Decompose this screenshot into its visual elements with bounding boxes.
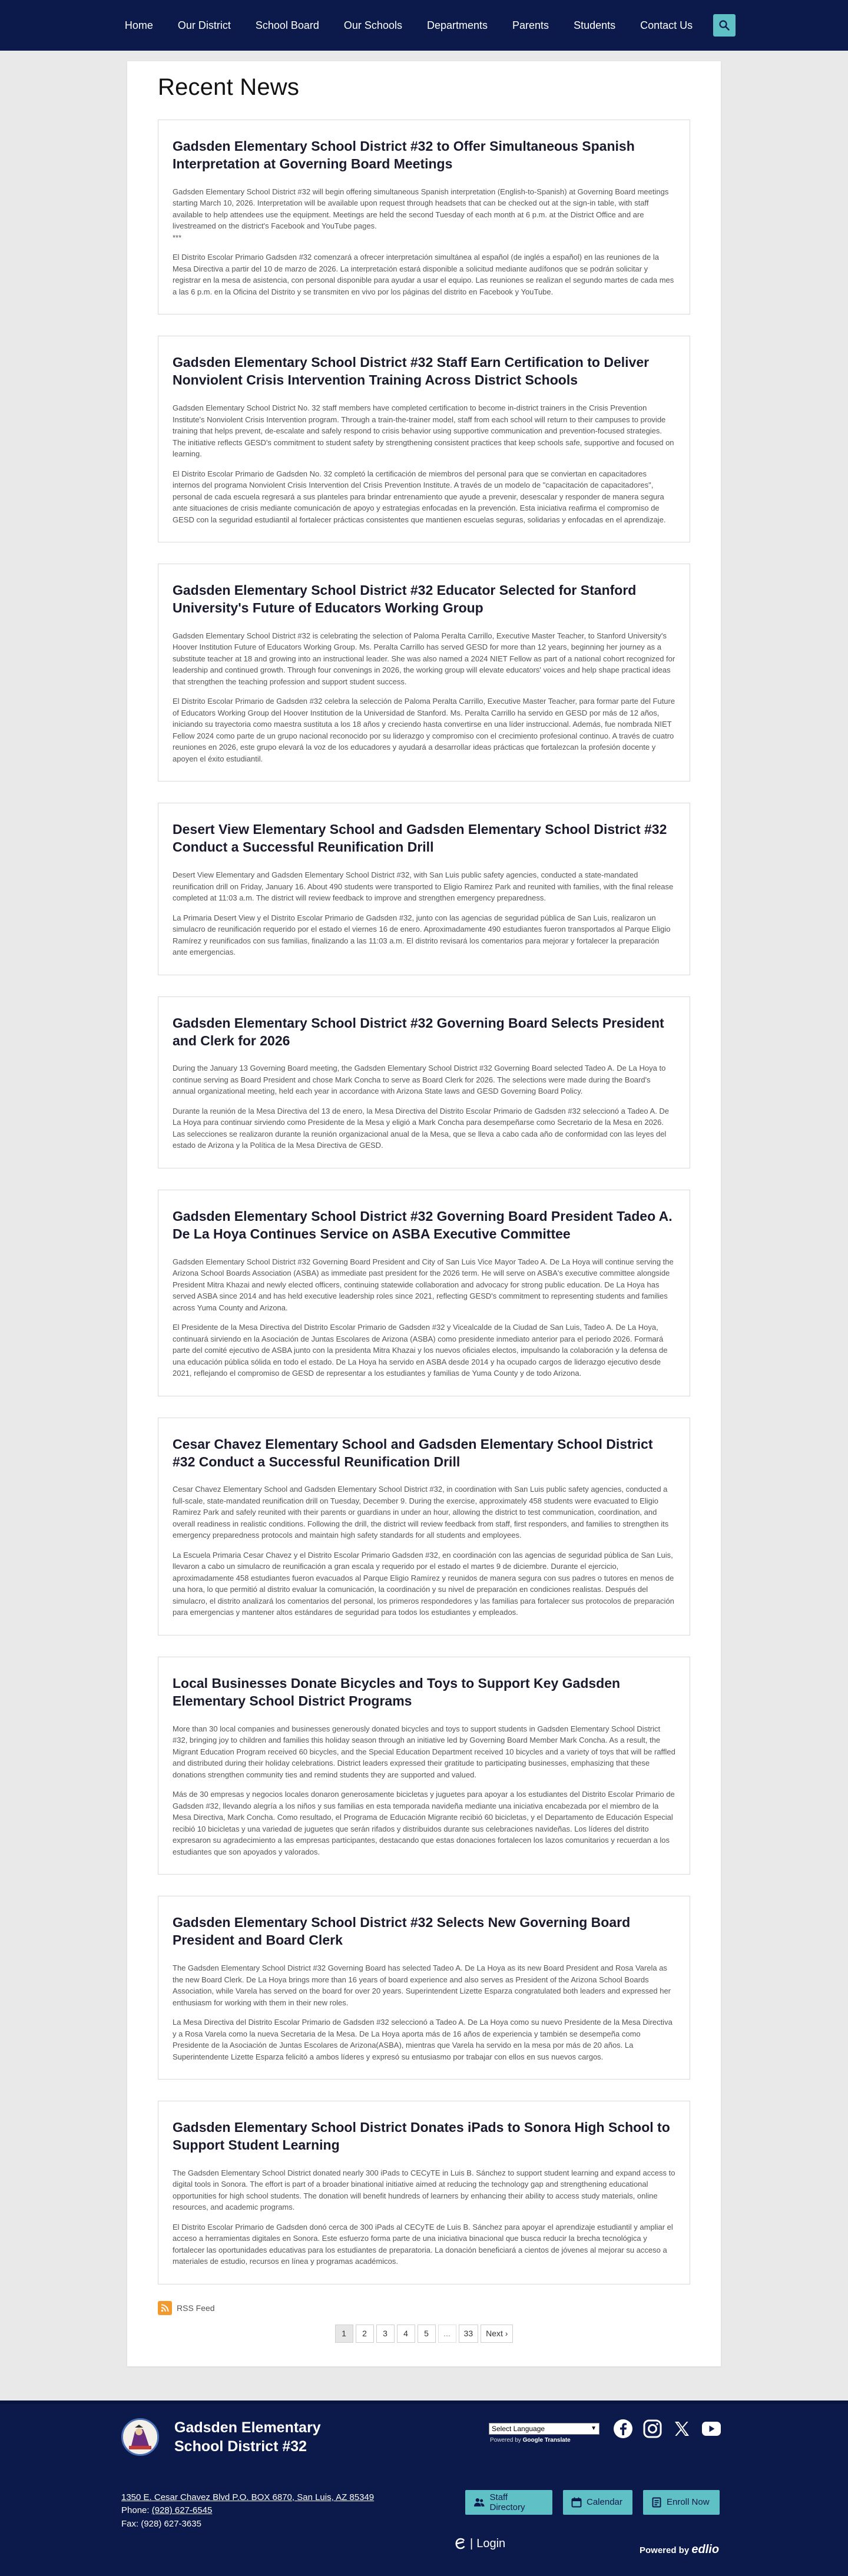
directory-icon bbox=[473, 2497, 485, 2508]
article-text-en: Cesar Chavez Elementary School and Gadsden Elementary School District #32, in coordination with San Luis public safety agencies, conducted a full-scale, state-mandated reunification drill on Tuesday, December 9. During the exercise, approximately 458 students were evacuated to Eligio Ramirez Park and safely reunited with their parents or guardians in under an hour, allowing the district to test communication, coordination, and overall readiness in realistic conditions. Following the drill, the district will review feedback from staff, first responders, and families to strengthen its emergency preparedness protocols and maintain high safety standards for all students and employees. bbox=[173, 1485, 669, 1540]
news-article bbox=[158, 1418, 690, 1635]
article-text-en: The Gadsden Elementary School District donated nearly 300 iPads to CECyTE in Luis B. Sánchez to support student learning and expand access to digital tools in Sonora. The effort is part of a broader binational initiative aimed at reducing the technology gap and strengthening educational opportunities for high school students. The donation will benefit hundreds of learners by enhancing their ability to access study materials, online resources, and academic programs. bbox=[173, 2168, 675, 2212]
nav-our-district[interactable]: Our District bbox=[177, 19, 231, 31]
powered-by-edlio[interactable] bbox=[640, 2543, 719, 2557]
article-title[interactable]: Gadsden Elementary School District #32 to Offer Simultaneous Spanish Interpretation at Governing Board Meetings bbox=[173, 138, 635, 171]
nav-home[interactable]: Home bbox=[124, 19, 153, 31]
site-footer bbox=[0, 2400, 848, 2576]
chevron-down-icon: ▼ bbox=[591, 2425, 597, 2432]
school-name-line1: Gadsden Elementary bbox=[174, 2419, 321, 2436]
pagination bbox=[158, 2325, 690, 2343]
nav-departments[interactable]: Departments bbox=[426, 19, 488, 31]
nav-students[interactable]: Students bbox=[574, 19, 616, 31]
calendar-icon bbox=[571, 2497, 582, 2508]
edlio-wordmark: edlio bbox=[691, 2542, 720, 2556]
news-article bbox=[158, 1190, 690, 1396]
article-text-en: The Gadsden Elementary School District #32 Governing Board has selected Tadeo A. De La Hoya as its new Board President and Rosa Varela as the new Board Clerk. De La Hoya brings more than 16 years of board experience and also serves as President of the Arizona School Boards Association, while Varela has served on the board for over 20 years. Superintendent Lizette Esparza congratulated both leaders and expressed her enthusiasm for working with them in their new roles. bbox=[173, 1964, 671, 2007]
page-3[interactable]: 3 bbox=[376, 2325, 395, 2343]
news-article bbox=[158, 564, 690, 782]
news-article bbox=[158, 996, 690, 1168]
staff-directory-button[interactable] bbox=[465, 2490, 552, 2515]
school-logo-icon[interactable] bbox=[121, 2418, 159, 2456]
article-text-es: Durante la reunión de la Mesa Directiva del 13 de enero, la Mesa Directiva del Distrito Escolar Primario de Gadsden #32 seleccionó a Tadeo A. De La Hoya para continuar sirviendo como Presidente de la Mesa y eligió a Mark Concha para desempeñarse como Secretario de la Mesa en 2026. Las selecciones se realizaron durante la reunión organizacional anual de la Mesa, que se lleva a cabo cada año de conformidad con las leyes del estado de Arizona y la Política de la Mesa Directiva de GESD. bbox=[173, 1106, 670, 1150]
google-translate-label: Google Translate bbox=[522, 2436, 571, 2443]
edlio-e-icon bbox=[455, 2537, 466, 2550]
search-icon bbox=[718, 19, 730, 31]
next-page-button[interactable]: Next › bbox=[481, 2325, 513, 2343]
article-text-en: More than 30 local companies and businesses generously donated bicycles and toys to support students in Gadsden Elementary School District #32, bringing joy to children and families this holiday season through an initiative led by Governing Board Member Mark Concha. As a result, the Migrant Education Program received 60 bicycles, and the Special Education Department received 10 bicycles and a variety of toys that will be raffled and distributed during their holiday celebrations. District leaders expressed their gratitude to participating businesses, emphasizing that these donations strengthen community ties and remind students they are supported and valued. bbox=[173, 1724, 675, 1779]
news-article bbox=[158, 1896, 690, 2080]
article-text-es: Más de 30 empresas y negocios locales donaron generosamente bicicletas y juguetes para apoyar a los estudiantes del Distrito Escolar Primario de Gadsden #32, llevando alegría a los niños y sus familias en esta temporada navideña mediante una iniciativa encabezada por el miembro de la Mesa Directiva, Mark Concha. Como resultado, el Programa de Educación Migrante recibió 60 bicicletas, y el Departamento de Educación Especial recibió 10 bicicletas y una variedad de juguetes que serán rifados y distribuidos durante sus celebraciones navideñas. Los líderes del distrito expresaron su agradecimiento a las empresas participantes, destacando que estas donaciones fortalecen los lazos comunitarios y recuerdan a los estudiantes que son apoyados y valorados. bbox=[173, 1790, 675, 1856]
article-text-es: La Escuela Primaria Cesar Chavez y el Distrito Escolar Primario Gadsden #32, en coordinación con las agencias de seguridad pública de San Luis, llevaron a cabo un simulacro de reunificación a gran escala y requerido por el estado el martes 9 de diciembre. Durante el ejercicio, aproximadamente 458 estudiantes fueron evacuados al Parque Eligio Ramírez y reunidos de manera segura con sus padres o tutores en menos de una hora, lo que permitió al distrito evaluar la comunicación, la coordinación y su nivel de preparación en condiciones realistas. Después del simulacro, el distrito analizará los comentarios del personal, los primeros respondedores y las familias para fortalecer sus protocolos de preparación para emergencias y mantener altos estándares de seguridad para todos los estudiantes y empleados. bbox=[173, 1550, 674, 1617]
article-text-es: El Distrito Escolar Primario de Gadsden #32 celebra la selección de Paloma Peralta Carrillo, Executive Master Teacher, para formar parte del Future of Educators Working Group del Hoover Institution de la Universidad de Stanford. Ms. Peralta Carrillo ha servido en GESD por más de 12 años, iniciando su trayectoria como maestra sustituta a los 18 años y creciendo hasta convertirse en una líder instruccional. Además, fue nombrada NIET Fellow 2024 como parte de un grupo nacional reconocido por su liderazgo y compromiso con el crecimiento profesional continuo. A través de cuatro reuniones en 2026, este grupo elevará la voz de los educadores y ayudará a desarrollar ideas prácticas que fortalezcan la profesión docente y apoyen el éxito estudiantil. bbox=[173, 697, 675, 763]
article-title[interactable]: Gadsden Elementary School District #32 Governing Board President Tadeo A. De La Hoya Continues Service on ASBA Executive Committee bbox=[173, 1208, 673, 1241]
phone-label: Phone: bbox=[121, 2505, 150, 2516]
article-title[interactable]: Gadsden Elementary School District #32 Staff Earn Certification to Deliver Nonviolent Crisis Intervention Training Across District Schools bbox=[173, 355, 650, 388]
x-icon[interactable] bbox=[671, 2418, 693, 2439]
nav-parents[interactable]: Parents bbox=[512, 19, 549, 31]
article-text-es: La Mesa Directiva del Distrito Escolar Primario de Gadsden #32 seleccionó a Tadeo A. De La Hoya como su nuevo Presidente de la Mesa Directiva y a Rosa Varela como la nueva Secretaria de la Mesa. De La Hoya aporta más de 16 años de experiencia y también se desempeña como Presidente de la Asociación de Juntas Escolares de Arizona(ASBA), mientras que Varela ha servido en la mesa por más de 20 años. La Superintendente Lizette Esparza felicitó a ambos líderes y expresó su entusiasmo por trabajar con ellos en sus nuevos cargos. bbox=[173, 2018, 673, 2061]
article-title[interactable]: Desert View Elementary School and Gadsden Elementary School District #32 Conduct a Successful Reunification Drill bbox=[173, 822, 667, 855]
rss-label: RSS Feed bbox=[177, 2303, 215, 2313]
powered-by-label: Powered by bbox=[640, 2545, 690, 2555]
social-links bbox=[612, 2418, 722, 2439]
article-text-en: Desert View Elementary and Gadsden Elementary School District #32, with San Luis public safety agencies, conducted a state-mandated reunification drill on Friday, January 16. About 490 students were transported to Eligio Ramirez Park and reunited with families, with the final release completed at 11:03 a.m. The district will review feedback to improve and strengthen emergency preparedness. bbox=[173, 870, 674, 903]
page-5[interactable]: 5 bbox=[418, 2325, 436, 2343]
page-4[interactable]: 4 bbox=[397, 2325, 415, 2343]
page-ellipsis: ... bbox=[438, 2325, 456, 2343]
calendar-button[interactable] bbox=[563, 2490, 632, 2515]
page-title: Recent News bbox=[158, 74, 300, 100]
rss-icon bbox=[158, 2301, 172, 2315]
login-separator: | bbox=[470, 2537, 473, 2550]
quick-links bbox=[465, 2490, 720, 2515]
article-title[interactable]: Gadsden Elementary School District Donates iPads to Sonora High School to Support Student Learning bbox=[173, 2120, 670, 2153]
login-link[interactable] bbox=[455, 2537, 505, 2551]
page-2[interactable]: 2 bbox=[356, 2325, 374, 2343]
article-text-es: El Distrito Escolar Primario de Gadsden donó cerca de 300 iPads al CECyTE de Luis B. Sánchez para apoyar el aprendizaje estudiantil y ampliar el acceso a herramientas digitales en Sonora. Este esfuerzo forma parte de una iniciativa binacional que busca reducir la brecha tecnológica y fortalecer las oportunidades educativas para los estudiantes de preparatoria. La donación beneficiará a cientos de jóvenes al mejorar su acceso a materiales de estudio, recursos en línea y programas académicos. bbox=[173, 2222, 673, 2266]
page-33[interactable]: 33 bbox=[459, 2325, 479, 2343]
contact-info bbox=[121, 2491, 374, 2531]
phone-link[interactable]: (928) 627-6545 bbox=[151, 2505, 213, 2516]
news-article bbox=[158, 803, 690, 975]
enroll-icon bbox=[651, 2497, 662, 2508]
article-title[interactable]: Cesar Chavez Elementary School and Gadsden Elementary School District #32 Conduct a Successful Reunification Drill bbox=[173, 1436, 653, 1469]
language-select[interactable] bbox=[489, 2423, 599, 2435]
article-text-es: El Distrito Escolar Primario Gadsden #32 comenzará a ofrecer interpretación simultánea al español (de inglés a español) en las reuniones de la Mesa Directiva a partir del 10 de marzo de 2026. La interpretación estará disponible a solicitud mediante audífonos que se podrán solicitar y registrar en la mesa de asistencia, con personal disponible para ayudar a usar el equipo. Las reuniones se realizan el segundo martes de cada mes a las 6 p.m. en la Oficina del Distrito y se transmiten en vivo por los páginas del distrito en Facebook y YouTube. bbox=[173, 253, 674, 296]
article-text-es: La Primaria Desert View y el Distrito Escolar Primario de Gadsden #32, junto con las agencias de seguridad pública de San Luis, realizaron un simulacro de reunificación requerido por el estado el viernes 16 de enero. Aproximadamente 490 estudiantes fueron transportados al Parque Eligio Ramírez y reunificados con sus familias, finalizando a las 11:03 a.m. El distrito revisará los comentarios para mejorar y fortalecer la preparación ante emergencias. bbox=[173, 913, 671, 957]
article-text-en: Gadsden Elementary School District #32 Governing Board President and City of San Luis Vice Mayor Tadeo A. De La Hoya will continue serving the Arizona School Boards Association (ASBA) as immediate past president for the 2026 term. He will serve on ASBA's executive committee alongside President Mitra Khazai and newly elected officers, continuing statewide collaboration and advocacy for strong public education. De La Hoya has served ASBA since 2014 and has held executive leadership roles since 2021, reflecting GESD's commitment to representing students and families across Yuma County and Arizona. bbox=[173, 1257, 674, 1312]
news-article bbox=[158, 336, 690, 542]
address-link[interactable]: 1350 E. Cesar Chavez Blvd P.O. BOX 6870, San Luis, AZ 85349 bbox=[121, 2492, 375, 2502]
article-title[interactable]: Gadsden Elementary School District #32 Governing Board Selects President and Clerk for 2026 bbox=[173, 1015, 664, 1048]
nav-contact-us[interactable]: Contact Us bbox=[640, 19, 693, 31]
article-text-en: Gadsden Elementary School District No. 32 staff members have completed certification to become in-district trainers in the Crisis Prevention Institute's Nonviolent Crisis Intervention program. Through a train-the-trainer model, staff from each school will return to their campuses to provide training that helps prevent, de-escalate and safely respond to crisis behavior using supportive communication and prevention-focused strategies. The initiative reflects GESD's commitment to student safety by strengthening consistent practices that keep schools safe, supportive and focused on learning. bbox=[173, 403, 674, 459]
article-title[interactable]: Gadsden Elementary School District #32 Educator Selected for Stanford University's Future of Educators Working Group bbox=[173, 582, 637, 615]
youtube-icon[interactable] bbox=[701, 2418, 722, 2439]
article-text-en: During the January 13 Governing Board meeting, the Gadsden Elementary School District #32 Governing Board selected Tadeo A. De La Hoya to continue serving as Board President and chose Mark Concha to serve as Board Clerk for 2026. The selections were made during the Board's annual organizational meeting, held each year in accordance with Arizona State laws and GESD Governing Board Policy. bbox=[173, 1064, 666, 1096]
main-nav bbox=[0, 0, 848, 51]
language-select-value: Select Language bbox=[492, 2424, 545, 2433]
news-article bbox=[158, 120, 690, 314]
article-text-en: Gadsden Elementary School District #32 will begin offering simultaneous Spanish interpretation (English-to-Spanish) at Governing Board meetings starting March 10, 2026. Interpretation will be available upon request through headsets that can be checked out at the sign-in table, with staff available to help attendees use the equipment. Meetings are held the second Tuesday of each month at 6 p.m. at the District Office and are livestreamed on the district's Facebook and YouTube pages. *** bbox=[173, 187, 669, 242]
article-title[interactable]: Local Businesses Donate Bicycles and Toys to Support Key Gadsden Elementary School District Programs bbox=[173, 1675, 621, 1708]
enroll-now-button[interactable] bbox=[643, 2490, 720, 2515]
google-translate-credit bbox=[490, 2437, 571, 2443]
calendar-label: Calendar bbox=[587, 2497, 622, 2508]
search-button[interactable] bbox=[713, 14, 736, 37]
login-label: Login bbox=[476, 2537, 506, 2550]
news-article bbox=[158, 1657, 690, 1875]
facebook-icon[interactable] bbox=[612, 2418, 634, 2439]
powered-by-label: Powered by bbox=[490, 2436, 521, 2443]
page-1[interactable]: 1 bbox=[335, 2325, 353, 2343]
article-title[interactable]: Gadsden Elementary School District #32 Selects New Governing Board President and Board Clerk bbox=[173, 1915, 631, 1948]
nav-our-schools[interactable]: Our Schools bbox=[343, 19, 402, 31]
staff-directory-label: Staff Directory bbox=[489, 2492, 525, 2512]
nav-school-board[interactable]: School Board bbox=[255, 19, 319, 31]
article-text-en: Gadsden Elementary School District #32 is celebrating the selection of Paloma Peralta Carrillo, Executive Master Teacher, to Stanford University's Hoover Institution Future of Educators Working Group. Ms. Peralta Carrillo has served GESD for more than 12 years, beginning her journey as a substitute teacher at 18 and growing into an instructional leader. She was also named a 2024 NIET Fellow as part of a national cohort recognized for leadership and continued growth. Through four convenings in 2026, the working group will elevate educators' voices and help shape practical ideas that strengthen the teaching profession and support student success. bbox=[173, 631, 675, 686]
school-name bbox=[174, 2418, 321, 2456]
article-text-es: El Presidente de la Mesa Directiva del Distrito Escolar Primario de Gadsden #32 y Vicealcalde de la Ciudad de San Luis, Tadeo A. De La Hoya, continuará sirviendo en la Asociación de Juntas Escolares de Arizona (ASBA) como presidente inmediato anterior para el periodo 2026. Formará parte del comité ejecutivo de ASBA junto con la presidenta Mitra Khazai y los nuevos oficiales electos, impulsando la colaboración y la defensa de una educación pública sólida en todo el estado. De La Hoya ha servido en ASBA desde 2014 y ha ocupado cargos de liderazgo ejecutivo desde 2021, reflejando el compromiso de GESD de representar a los estudiantes y familias de Yuma County y de todo Arizona. bbox=[173, 1323, 668, 1378]
fax-line: Fax: (928) 627-3635 bbox=[121, 2518, 201, 2529]
rss-feed-link[interactable] bbox=[158, 2301, 690, 2315]
enroll-now-label: Enroll Now bbox=[667, 2497, 710, 2508]
instagram-icon[interactable] bbox=[642, 2418, 663, 2439]
phone-line bbox=[121, 2504, 374, 2518]
news-article bbox=[158, 2101, 690, 2284]
school-name-line2: School District #32 bbox=[174, 2438, 307, 2455]
article-text-es: El Distrito Escolar Primario de Gadsden No. 32 completó la certificación de miembros del personal para que se conviertan en capacitadores internos del programa Nonviolent Crisis Intervention del Crisis Prevention Institute. A través de un modelo de "capacitación de capacitadores", personal de cada escuela regresará a sus planteles para brindar entrenamiento que ayude a prevenir, desescalar y responder de manera segura ante situaciones de crisis mediante comunicación de apoyo y estrategias enfocadas en la prevención. Esta iniciativa reafirma el compromiso de GESD con la seguridad estudiantil al fortalecer prácticas consistentes que mantienen escuelas seguras, solidarias y enfocadas en el aprendizaje. bbox=[173, 469, 666, 524]
news-container bbox=[127, 61, 721, 2366]
